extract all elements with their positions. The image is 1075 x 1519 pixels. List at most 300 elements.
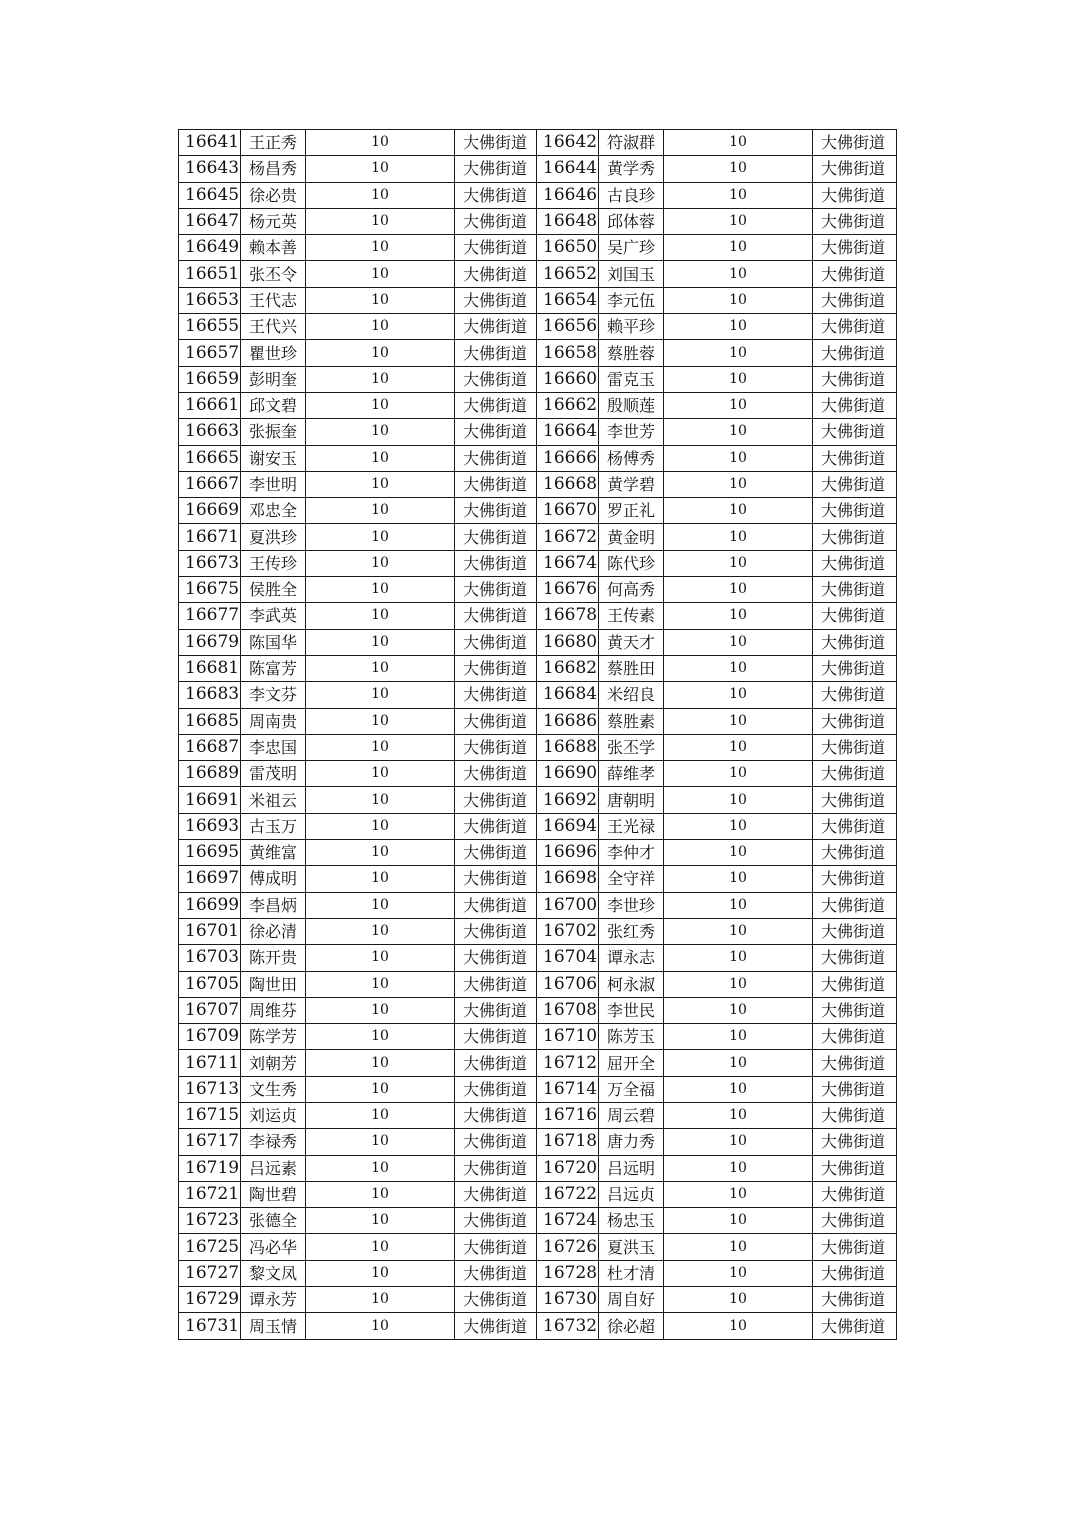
left-id-cell: 16643: [179, 156, 241, 182]
left-id-cell: 16651: [179, 261, 241, 287]
left-amount-cell: 10: [306, 1076, 455, 1102]
left-amount-cell: 10: [306, 1313, 455, 1339]
left-area-cell: 大佛街道: [455, 314, 537, 340]
right-amount-cell: 10: [664, 945, 813, 971]
right-area-cell: 大佛街道: [813, 971, 897, 997]
table-row: [179, 1155, 897, 1181]
left-name-cell: 邱文碧: [241, 392, 306, 418]
right-amount-cell: 10: [664, 971, 813, 997]
right-id-cell: 16662: [537, 392, 599, 418]
left-name-cell: 夏洪珍: [241, 524, 306, 550]
right-amount-cell: 10: [664, 1050, 813, 1076]
left-amount-cell: 10: [306, 761, 455, 787]
table-row: [179, 918, 897, 944]
right-area-cell: 大佛街道: [813, 682, 897, 708]
left-id-cell: 16679: [179, 629, 241, 655]
right-name-cell: 徐必超: [599, 1313, 664, 1339]
right-name-cell: 屈开全: [599, 1050, 664, 1076]
right-area-cell: 大佛街道: [813, 392, 897, 418]
table-row: [179, 629, 897, 655]
left-area-cell: 大佛街道: [455, 918, 537, 944]
right-id-cell: 16690: [537, 761, 599, 787]
right-id-cell: 16676: [537, 577, 599, 603]
table-row: [179, 1076, 897, 1102]
right-name-cell: 何高秀: [599, 577, 664, 603]
right-area-cell: 大佛街道: [813, 997, 897, 1023]
left-name-cell: 黄维富: [241, 840, 306, 866]
right-area-cell: 大佛街道: [813, 182, 897, 208]
right-area-cell: 大佛街道: [813, 603, 897, 629]
left-area-cell: 大佛街道: [455, 1313, 537, 1339]
right-amount-cell: 10: [664, 787, 813, 813]
right-amount-cell: 10: [664, 1234, 813, 1260]
table-row: [179, 1313, 897, 1339]
left-name-cell: 王正秀: [241, 130, 306, 156]
left-area-cell: 大佛街道: [455, 156, 537, 182]
right-area-cell: 大佛街道: [813, 1102, 897, 1128]
table-row: [179, 340, 897, 366]
left-amount-cell: 10: [306, 1260, 455, 1286]
right-area-cell: 大佛街道: [813, 840, 897, 866]
right-amount-cell: 10: [664, 813, 813, 839]
left-name-cell: 李禄秀: [241, 1129, 306, 1155]
right-amount-cell: 10: [664, 1155, 813, 1181]
left-name-cell: 周维芬: [241, 997, 306, 1023]
table-row: [179, 682, 897, 708]
right-name-cell: 唐力秀: [599, 1129, 664, 1155]
right-name-cell: 邱体蓉: [599, 208, 664, 234]
left-id-cell: 16641: [179, 130, 241, 156]
left-amount-cell: 10: [306, 734, 455, 760]
left-name-cell: 侯胜全: [241, 577, 306, 603]
right-amount-cell: 10: [664, 577, 813, 603]
right-name-cell: 李元伍: [599, 287, 664, 313]
left-id-cell: 16723: [179, 1208, 241, 1234]
right-id-cell: 16684: [537, 682, 599, 708]
table-row: [179, 761, 897, 787]
left-name-cell: 文生秀: [241, 1076, 306, 1102]
right-area-cell: 大佛街道: [813, 287, 897, 313]
right-amount-cell: 10: [664, 1260, 813, 1286]
left-name-cell: 陈国华: [241, 629, 306, 655]
table-row: [179, 655, 897, 681]
right-name-cell: 黄学秀: [599, 156, 664, 182]
left-area-cell: 大佛街道: [455, 761, 537, 787]
left-id-cell: 16685: [179, 708, 241, 734]
right-amount-cell: 10: [664, 603, 813, 629]
left-area-cell: 大佛街道: [455, 261, 537, 287]
right-name-cell: 古良珍: [599, 182, 664, 208]
left-id-cell: 16703: [179, 945, 241, 971]
table-row: [179, 1181, 897, 1207]
right-amount-cell: 10: [664, 366, 813, 392]
left-area-cell: 大佛街道: [455, 445, 537, 471]
right-area-cell: 大佛街道: [813, 235, 897, 261]
right-name-cell: 王光禄: [599, 813, 664, 839]
left-id-cell: 16695: [179, 840, 241, 866]
right-area-cell: 大佛街道: [813, 1287, 897, 1313]
right-name-cell: 杜才清: [599, 1260, 664, 1286]
left-name-cell: 张振奎: [241, 419, 306, 445]
left-area-cell: 大佛街道: [455, 813, 537, 839]
right-amount-cell: 10: [664, 708, 813, 734]
right-id-cell: 16696: [537, 840, 599, 866]
left-id-cell: 16647: [179, 208, 241, 234]
left-area-cell: 大佛街道: [455, 1234, 537, 1260]
left-amount-cell: 10: [306, 655, 455, 681]
right-name-cell: 米绍良: [599, 682, 664, 708]
left-area-cell: 大佛街道: [455, 655, 537, 681]
right-amount-cell: 10: [664, 1287, 813, 1313]
left-amount-cell: 10: [306, 419, 455, 445]
table-row: [179, 708, 897, 734]
right-amount-cell: 10: [664, 892, 813, 918]
left-area-cell: 大佛街道: [455, 1129, 537, 1155]
left-name-cell: 吕远素: [241, 1155, 306, 1181]
table-row: [179, 603, 897, 629]
right-area-cell: 大佛街道: [813, 1155, 897, 1181]
left-area-cell: 大佛街道: [455, 734, 537, 760]
table-row: [179, 208, 897, 234]
left-id-cell: 16653: [179, 287, 241, 313]
right-name-cell: 李世珍: [599, 892, 664, 918]
right-area-cell: 大佛街道: [813, 419, 897, 445]
right-area-cell: 大佛街道: [813, 366, 897, 392]
left-name-cell: 陈开贵: [241, 945, 306, 971]
right-amount-cell: 10: [664, 550, 813, 576]
left-name-cell: 李世明: [241, 471, 306, 497]
left-amount-cell: 10: [306, 261, 455, 287]
left-area-cell: 大佛街道: [455, 524, 537, 550]
right-name-cell: 张红秀: [599, 918, 664, 944]
left-area-cell: 大佛街道: [455, 1050, 537, 1076]
right-amount-cell: 10: [664, 734, 813, 760]
left-id-cell: 16719: [179, 1155, 241, 1181]
right-id-cell: 16708: [537, 997, 599, 1023]
right-id-cell: 16688: [537, 734, 599, 760]
left-area-cell: 大佛街道: [455, 603, 537, 629]
right-id-cell: 16668: [537, 471, 599, 497]
left-name-cell: 赖本善: [241, 235, 306, 261]
right-area-cell: 大佛街道: [813, 550, 897, 576]
left-area-cell: 大佛街道: [455, 866, 537, 892]
right-amount-cell: 10: [664, 445, 813, 471]
right-name-cell: 李世民: [599, 997, 664, 1023]
left-area-cell: 大佛街道: [455, 945, 537, 971]
right-area-cell: 大佛街道: [813, 866, 897, 892]
right-area-cell: 大佛街道: [813, 1313, 897, 1339]
right-id-cell: 16702: [537, 918, 599, 944]
left-area-cell: 大佛街道: [455, 708, 537, 734]
left-area-cell: 大佛街道: [455, 1155, 537, 1181]
right-amount-cell: 10: [664, 655, 813, 681]
left-amount-cell: 10: [306, 1129, 455, 1155]
right-name-cell: 黄金明: [599, 524, 664, 550]
left-id-cell: 16687: [179, 734, 241, 760]
left-amount-cell: 10: [306, 787, 455, 813]
table-row: [179, 314, 897, 340]
left-name-cell: 古玉万: [241, 813, 306, 839]
left-amount-cell: 10: [306, 945, 455, 971]
left-amount-cell: 10: [306, 1181, 455, 1207]
left-name-cell: 王传珍: [241, 550, 306, 576]
left-amount-cell: 10: [306, 1024, 455, 1050]
left-name-cell: 陶世碧: [241, 1181, 306, 1207]
left-id-cell: 16669: [179, 498, 241, 524]
right-name-cell: 李仲才: [599, 840, 664, 866]
left-amount-cell: 10: [306, 1155, 455, 1181]
right-id-cell: 16692: [537, 787, 599, 813]
left-name-cell: 李文芬: [241, 682, 306, 708]
left-amount-cell: 10: [306, 445, 455, 471]
left-name-cell: 冯必华: [241, 1234, 306, 1260]
right-name-cell: 殷顺莲: [599, 392, 664, 418]
table-row: [179, 892, 897, 918]
right-id-cell: 16678: [537, 603, 599, 629]
table-row: [179, 445, 897, 471]
table-row: [179, 1050, 897, 1076]
right-name-cell: 张丕学: [599, 734, 664, 760]
right-id-cell: 16656: [537, 314, 599, 340]
left-name-cell: 李忠国: [241, 734, 306, 760]
left-amount-cell: 10: [306, 892, 455, 918]
right-amount-cell: 10: [664, 235, 813, 261]
left-id-cell: 16711: [179, 1050, 241, 1076]
right-id-cell: 16714: [537, 1076, 599, 1102]
left-id-cell: 16665: [179, 445, 241, 471]
left-area-cell: 大佛街道: [455, 1102, 537, 1128]
right-id-cell: 16728: [537, 1260, 599, 1286]
table-row: [179, 787, 897, 813]
right-name-cell: 杨忠玉: [599, 1208, 664, 1234]
left-amount-cell: 10: [306, 971, 455, 997]
right-name-cell: 蔡胜素: [599, 708, 664, 734]
right-name-cell: 周云碧: [599, 1102, 664, 1128]
left-name-cell: 周南贵: [241, 708, 306, 734]
left-id-cell: 16731: [179, 1313, 241, 1339]
right-name-cell: 吕远贞: [599, 1181, 664, 1207]
right-name-cell: 罗正礼: [599, 498, 664, 524]
right-id-cell: 16644: [537, 156, 599, 182]
left-area-cell: 大佛街道: [455, 419, 537, 445]
right-id-cell: 16712: [537, 1050, 599, 1076]
right-name-cell: 谭永志: [599, 945, 664, 971]
left-name-cell: 张丕令: [241, 261, 306, 287]
right-area-cell: 大佛街道: [813, 892, 897, 918]
left-amount-cell: 10: [306, 182, 455, 208]
right-id-cell: 16722: [537, 1181, 599, 1207]
right-amount-cell: 10: [664, 340, 813, 366]
left-amount-cell: 10: [306, 840, 455, 866]
right-id-cell: 16674: [537, 550, 599, 576]
right-name-cell: 黄学碧: [599, 471, 664, 497]
left-id-cell: 16677: [179, 603, 241, 629]
right-amount-cell: 10: [664, 1102, 813, 1128]
right-amount-cell: 10: [664, 1024, 813, 1050]
left-area-cell: 大佛街道: [455, 550, 537, 576]
right-area-cell: 大佛街道: [813, 1234, 897, 1260]
right-amount-cell: 10: [664, 182, 813, 208]
right-name-cell: 杨傅秀: [599, 445, 664, 471]
right-id-cell: 16700: [537, 892, 599, 918]
right-area-cell: 大佛街道: [813, 655, 897, 681]
left-area-cell: 大佛街道: [455, 498, 537, 524]
left-id-cell: 16689: [179, 761, 241, 787]
right-area-cell: 大佛街道: [813, 1208, 897, 1234]
right-name-cell: 赖平珍: [599, 314, 664, 340]
left-amount-cell: 10: [306, 498, 455, 524]
left-amount-cell: 10: [306, 287, 455, 313]
left-area-cell: 大佛街道: [455, 1181, 537, 1207]
table-row: [179, 866, 897, 892]
right-amount-cell: 10: [664, 1208, 813, 1234]
right-amount-cell: 10: [664, 840, 813, 866]
roster-table-body: [179, 130, 897, 1340]
roster-table: [178, 129, 897, 1340]
left-name-cell: 杨昌秀: [241, 156, 306, 182]
right-amount-cell: 10: [664, 918, 813, 944]
left-amount-cell: 10: [306, 603, 455, 629]
left-id-cell: 16701: [179, 918, 241, 944]
right-id-cell: 16646: [537, 182, 599, 208]
left-amount-cell: 10: [306, 577, 455, 603]
right-amount-cell: 10: [664, 761, 813, 787]
table-row: [179, 156, 897, 182]
right-amount-cell: 10: [664, 130, 813, 156]
right-id-cell: 16682: [537, 655, 599, 681]
table-row: [179, 1024, 897, 1050]
left-name-cell: 彭明奎: [241, 366, 306, 392]
left-area-cell: 大佛街道: [455, 1076, 537, 1102]
left-area-cell: 大佛街道: [455, 208, 537, 234]
left-name-cell: 谭永芳: [241, 1287, 306, 1313]
right-area-cell: 大佛街道: [813, 761, 897, 787]
right-id-cell: 16648: [537, 208, 599, 234]
left-id-cell: 16725: [179, 1234, 241, 1260]
left-name-cell: 刘运贞: [241, 1102, 306, 1128]
left-name-cell: 黎文凤: [241, 1260, 306, 1286]
left-id-cell: 16681: [179, 655, 241, 681]
right-amount-cell: 10: [664, 1313, 813, 1339]
left-amount-cell: 10: [306, 1208, 455, 1234]
right-id-cell: 16718: [537, 1129, 599, 1155]
right-name-cell: 刘国玉: [599, 261, 664, 287]
right-name-cell: 柯永淑: [599, 971, 664, 997]
left-name-cell: 米祖云: [241, 787, 306, 813]
right-area-cell: 大佛街道: [813, 813, 897, 839]
right-name-cell: 雷克玉: [599, 366, 664, 392]
right-amount-cell: 10: [664, 498, 813, 524]
right-area-cell: 大佛街道: [813, 787, 897, 813]
left-name-cell: 陶世田: [241, 971, 306, 997]
right-area-cell: 大佛街道: [813, 629, 897, 655]
left-amount-cell: 10: [306, 130, 455, 156]
right-id-cell: 16704: [537, 945, 599, 971]
table-row: [179, 1208, 897, 1234]
left-id-cell: 16693: [179, 813, 241, 839]
left-name-cell: 王代兴: [241, 314, 306, 340]
table-row: [179, 182, 897, 208]
right-id-cell: 16716: [537, 1102, 599, 1128]
left-amount-cell: 10: [306, 392, 455, 418]
left-id-cell: 16729: [179, 1287, 241, 1313]
left-amount-cell: 10: [306, 314, 455, 340]
right-area-cell: 大佛街道: [813, 945, 897, 971]
table-row: [179, 840, 897, 866]
right-name-cell: 吕远明: [599, 1155, 664, 1181]
left-amount-cell: 10: [306, 682, 455, 708]
left-area-cell: 大佛街道: [455, 1208, 537, 1234]
right-amount-cell: 10: [664, 287, 813, 313]
left-name-cell: 瞿世珍: [241, 340, 306, 366]
right-amount-cell: 10: [664, 392, 813, 418]
table-row: [179, 366, 897, 392]
left-amount-cell: 10: [306, 708, 455, 734]
left-name-cell: 谢安玉: [241, 445, 306, 471]
left-id-cell: 16649: [179, 235, 241, 261]
right-name-cell: 陈芳玉: [599, 1024, 664, 1050]
table-row: [179, 419, 897, 445]
table-row: [179, 524, 897, 550]
left-id-cell: 16707: [179, 997, 241, 1023]
left-id-cell: 16709: [179, 1024, 241, 1050]
right-id-cell: 16732: [537, 1313, 599, 1339]
left-area-cell: 大佛街道: [455, 1287, 537, 1313]
left-name-cell: 李武英: [241, 603, 306, 629]
right-amount-cell: 10: [664, 524, 813, 550]
left-amount-cell: 10: [306, 471, 455, 497]
left-amount-cell: 10: [306, 997, 455, 1023]
right-id-cell: 16694: [537, 813, 599, 839]
right-amount-cell: 10: [664, 1129, 813, 1155]
table-row: [179, 130, 897, 156]
left-area-cell: 大佛街道: [455, 892, 537, 918]
left-id-cell: 16663: [179, 419, 241, 445]
table-row: [179, 813, 897, 839]
right-id-cell: 16710: [537, 1024, 599, 1050]
right-id-cell: 16670: [537, 498, 599, 524]
left-name-cell: 李昌炳: [241, 892, 306, 918]
left-amount-cell: 10: [306, 918, 455, 944]
right-amount-cell: 10: [664, 629, 813, 655]
left-amount-cell: 10: [306, 235, 455, 261]
left-name-cell: 雷茂明: [241, 761, 306, 787]
right-id-cell: 16706: [537, 971, 599, 997]
right-name-cell: 符淑群: [599, 130, 664, 156]
table-row: [179, 1260, 897, 1286]
left-name-cell: 邓忠全: [241, 498, 306, 524]
left-amount-cell: 10: [306, 208, 455, 234]
right-area-cell: 大佛街道: [813, 471, 897, 497]
table-row: [179, 261, 897, 287]
right-amount-cell: 10: [664, 208, 813, 234]
table-row: [179, 1129, 897, 1155]
left-amount-cell: 10: [306, 629, 455, 655]
table-row: [179, 287, 897, 313]
right-name-cell: 薛维孝: [599, 761, 664, 787]
right-id-cell: 16642: [537, 130, 599, 156]
left-id-cell: 16661: [179, 392, 241, 418]
left-area-cell: 大佛街道: [455, 366, 537, 392]
left-area-cell: 大佛街道: [455, 577, 537, 603]
left-amount-cell: 10: [306, 550, 455, 576]
left-id-cell: 16721: [179, 1181, 241, 1207]
table-row: [179, 997, 897, 1023]
right-area-cell: 大佛街道: [813, 734, 897, 760]
left-area-cell: 大佛街道: [455, 629, 537, 655]
table-row: [179, 550, 897, 576]
right-name-cell: 吴广珍: [599, 235, 664, 261]
